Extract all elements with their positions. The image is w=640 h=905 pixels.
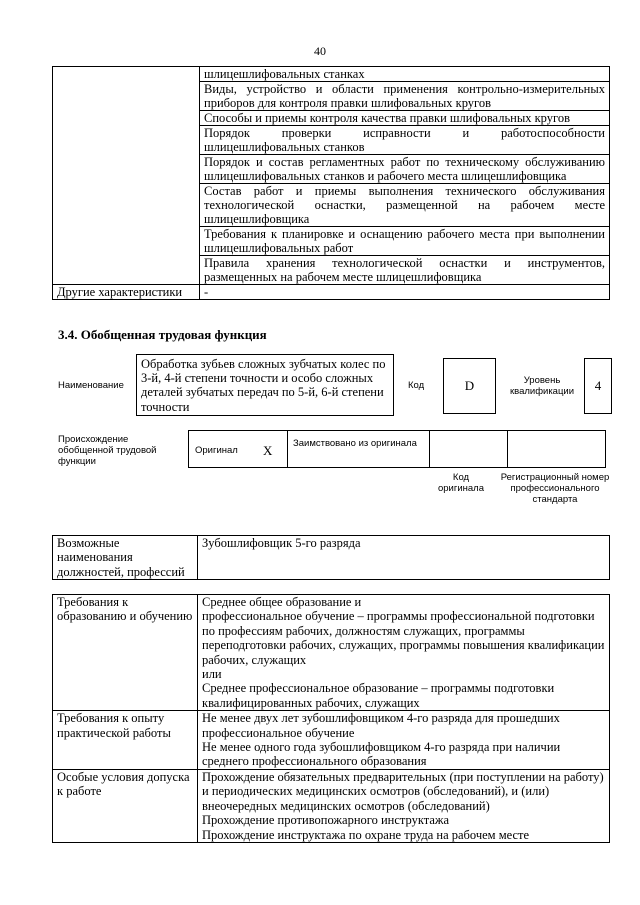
special-conditions-line: Прохождение инструктажа по охране труда на рабочем месте: [202, 827, 530, 842]
code-original-caption: Код оригинала: [437, 472, 484, 494]
knowledge-row: Способы и приемы контроля качества правки шлифовальных кругов: [200, 111, 610, 126]
code-label: Код: [408, 380, 425, 391]
name-label: Наименование: [58, 380, 124, 391]
other-characteristics-value: -: [200, 285, 610, 300]
education-value: [198, 595, 610, 711]
knowledge-row: Порядок и состав регламентных работ по техническому обслуживанию шлицешлифовальных станков и рабочего места шлицешлифовщика: [200, 155, 610, 184]
special-conditions-line: Прохождение обязательных предварительных (при поступлении на работу) и периодических медицинских осмотров (обследований), и (или) внеочередных медицинских осмотров (обследований): [202, 769, 604, 813]
education-line: или: [202, 667, 222, 682]
original-label: Оригинал: [195, 445, 238, 456]
section-heading: 3.4. Обобщенная трудовая функция: [58, 327, 267, 342]
function-name: Обработка зубьев сложных зубчатых колес по 3-й, 4-й степени точности и особо сложных деталей зубчатых передач по 5-й, 6-й степени точности: [136, 354, 394, 416]
requirements-table: [52, 594, 610, 843]
knowledge-table: [52, 66, 610, 300]
knowledge-row: Порядок проверки исправности и работоспособности шлицешлифовальных станков: [200, 126, 610, 155]
positions-value: Зубошлифовщик 5-го разряда: [198, 536, 610, 580]
knowledge-row: Виды, устройство и области применения контрольно-измерительных приборов для контроля правки шлифовальных кругов: [200, 82, 610, 111]
experience-line: Не менее одного года зубошлифовщиком 4-го разряда при наличии среднего профессионального образования: [202, 740, 561, 769]
knowledge-label-cell: [53, 67, 200, 285]
education-line: Среднее профессиональное образование – программы подготовки квалифицированных рабочих, служащих: [202, 681, 555, 710]
experience-line: Не менее двух лет зубошлифовщиком 4-го разряда для прошедших профессиональное обучение: [202, 711, 560, 740]
knowledge-row: Состав работ и приемы выполнения технического обслуживания технологической оснастки, размещенной на рабочем месте шлицешлифовщика: [200, 184, 610, 227]
knowledge-row: шлицешлифовальных станках: [200, 67, 610, 82]
knowledge-row: Правила хранения технологической оснастки и инструментов, размещенных на рабочем месте шлицешлифовщика: [200, 256, 610, 285]
special-conditions-line: Прохождение противопожарного инструктажа: [202, 813, 450, 828]
original-mark: X: [263, 443, 273, 458]
other-characteristics-label: Другие характеристики: [53, 285, 200, 300]
borrowed-label: Заимствовано из оригинала: [293, 438, 417, 449]
positions-label: Возможные наименования должностей, профессий: [53, 536, 198, 580]
origin-label: Происхождение обобщенной трудовой функции: [58, 434, 157, 467]
special-conditions-value: [198, 769, 610, 842]
qualification-level-label: Уровень квалификации: [509, 375, 575, 397]
education-line: профессиональное обучение – программы профессиональной подготовки по профессиям рабочих, должностям служащих, программы переподготовки рабочих, служащих, программы повышения квалификации рабочих, служащих: [202, 609, 605, 667]
reg-number-caption: Регистрационный номер профессионального стандарта: [500, 472, 610, 505]
education-label: Требования к образованию и обучению: [53, 595, 198, 711]
special-conditions-label: Особые условия допуска к работе: [53, 769, 198, 842]
experience-label: Требования к опыту практической работы: [53, 711, 198, 770]
origin-row: [188, 430, 606, 468]
education-line: Среднее общее образование и: [202, 595, 362, 609]
positions-table: [52, 535, 610, 580]
experience-value: [198, 711, 610, 770]
code-value: D: [443, 358, 496, 414]
knowledge-row: Требования к планировке и оснащению рабочего места при выполнении шлицешлифовальных работ: [200, 227, 610, 256]
qualification-level-value: 4: [584, 358, 612, 414]
page-number: 40: [314, 44, 326, 58]
